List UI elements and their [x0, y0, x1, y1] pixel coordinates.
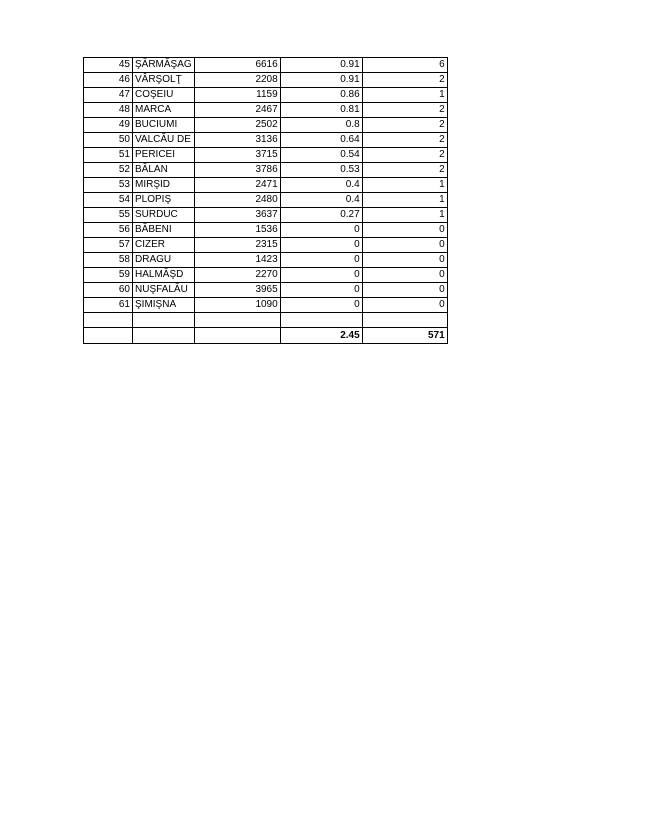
row-number-cell: 58 — [84, 253, 133, 268]
population-cell: 3715 — [194, 148, 280, 163]
row-number-cell: 55 — [84, 208, 133, 223]
table-row — [84, 133, 448, 148]
locality-name-cell: BĂBENI — [133, 223, 195, 238]
data-table — [83, 57, 448, 344]
empty-cell — [133, 313, 195, 328]
empty-cell — [84, 313, 133, 328]
locality-name-cell: BĂLAN — [133, 163, 195, 178]
rate-cell: 0 — [280, 238, 362, 253]
rate-cell: 0.4 — [280, 193, 362, 208]
count-cell: 0 — [362, 223, 447, 238]
population-cell: 3965 — [194, 283, 280, 298]
table-row — [84, 283, 448, 298]
table-row — [84, 223, 448, 238]
population-cell: 2270 — [194, 268, 280, 283]
row-number-cell: 56 — [84, 223, 133, 238]
row-number-cell: 61 — [84, 298, 133, 313]
count-cell: 0 — [362, 283, 447, 298]
table-row — [84, 253, 448, 268]
rate-cell: 0.81 — [280, 103, 362, 118]
population-cell: 2480 — [194, 193, 280, 208]
row-number-cell: 50 — [84, 133, 133, 148]
count-cell: 0 — [362, 238, 447, 253]
table-row — [84, 193, 448, 208]
count-cell: 0 — [362, 298, 447, 313]
table-row — [84, 178, 448, 193]
locality-name-cell: PLOPIŞ — [133, 193, 195, 208]
locality-name-cell: DRAGU — [133, 253, 195, 268]
rate-cell: 0.4 — [280, 178, 362, 193]
locality-name-cell: PERICEI — [133, 148, 195, 163]
count-cell: 2 — [362, 103, 447, 118]
locality-name-cell: MARCA — [133, 103, 195, 118]
rate-cell: 0.8 — [280, 118, 362, 133]
population-cell: 3786 — [194, 163, 280, 178]
totals-row — [84, 328, 448, 344]
count-cell: 2 — [362, 133, 447, 148]
population-cell: 1536 — [194, 223, 280, 238]
row-number-cell: 49 — [84, 118, 133, 133]
empty-cell — [84, 328, 133, 344]
table-row — [84, 88, 448, 103]
row-number-cell: 48 — [84, 103, 133, 118]
locality-name-cell: ŞIMIŞNA — [133, 298, 195, 313]
row-number-cell: 47 — [84, 88, 133, 103]
empty-cell — [280, 313, 362, 328]
locality-name-cell: MIRŞID — [133, 178, 195, 193]
population-cell: 2467 — [194, 103, 280, 118]
rate-cell: 0.27 — [280, 208, 362, 223]
empty-cell — [133, 328, 195, 344]
locality-name-cell: BUCIUMI — [133, 118, 195, 133]
count-cell: 2 — [362, 118, 447, 133]
empty-cell — [194, 328, 280, 344]
table-row — [84, 118, 448, 133]
locality-name-cell: CIZER — [133, 238, 195, 253]
table-row — [84, 103, 448, 118]
rate-cell: 0 — [280, 223, 362, 238]
count-cell: 0 — [362, 253, 447, 268]
table-row — [84, 238, 448, 253]
population-cell: 1159 — [194, 88, 280, 103]
locality-name-cell: SURDUC — [133, 208, 195, 223]
table-row — [84, 58, 448, 73]
locality-name-cell: COŞEIU — [133, 88, 195, 103]
population-cell: 3637 — [194, 208, 280, 223]
table-row — [84, 268, 448, 283]
population-cell: 2208 — [194, 73, 280, 88]
empty-row — [84, 313, 448, 328]
count-cell: 2 — [362, 148, 447, 163]
total-count-cell: 571 — [362, 328, 447, 344]
table-row — [84, 298, 448, 313]
rate-cell: 0 — [280, 253, 362, 268]
table-row — [84, 73, 448, 88]
row-number-cell: 46 — [84, 73, 133, 88]
total-rate-cell: 2.45 — [280, 328, 362, 344]
locality-name-cell: NUŞFALĂU — [133, 283, 195, 298]
table-row — [84, 148, 448, 163]
locality-name-cell: HALMĂŞD — [133, 268, 195, 283]
rate-cell: 0 — [280, 298, 362, 313]
table-row — [84, 163, 448, 178]
rate-cell: 0.64 — [280, 133, 362, 148]
count-cell: 1 — [362, 178, 447, 193]
rate-cell: 0.86 — [280, 88, 362, 103]
locality-name-cell: VÂRŞOLŢ — [133, 73, 195, 88]
population-cell: 2502 — [194, 118, 280, 133]
row-number-cell: 51 — [84, 148, 133, 163]
row-number-cell: 59 — [84, 268, 133, 283]
empty-cell — [194, 313, 280, 328]
empty-cell — [362, 313, 447, 328]
locality-name-cell: VALCĂU DE — [133, 133, 195, 148]
table-body — [84, 58, 448, 344]
population-cell: 2471 — [194, 178, 280, 193]
population-cell: 2315 — [194, 238, 280, 253]
count-cell: 6 — [362, 58, 447, 73]
rate-cell: 0 — [280, 268, 362, 283]
row-number-cell: 60 — [84, 283, 133, 298]
rate-cell: 0.54 — [280, 148, 362, 163]
count-cell: 0 — [362, 268, 447, 283]
row-number-cell: 54 — [84, 193, 133, 208]
rate-cell: 0 — [280, 283, 362, 298]
row-number-cell: 45 — [84, 58, 133, 73]
row-number-cell: 53 — [84, 178, 133, 193]
locality-name-cell: ŞĂRMĂŞAG — [133, 58, 195, 73]
rate-cell: 0.91 — [280, 73, 362, 88]
population-cell: 1090 — [194, 298, 280, 313]
count-cell: 1 — [362, 88, 447, 103]
count-cell: 1 — [362, 193, 447, 208]
count-cell: 2 — [362, 163, 447, 178]
table-row — [84, 208, 448, 223]
row-number-cell: 52 — [84, 163, 133, 178]
population-cell: 3136 — [194, 133, 280, 148]
population-cell: 6616 — [194, 58, 280, 73]
count-cell: 2 — [362, 73, 447, 88]
count-cell: 1 — [362, 208, 447, 223]
population-cell: 1423 — [194, 253, 280, 268]
row-number-cell: 57 — [84, 238, 133, 253]
rate-cell: 0.91 — [280, 58, 362, 73]
rate-cell: 0.53 — [280, 163, 362, 178]
